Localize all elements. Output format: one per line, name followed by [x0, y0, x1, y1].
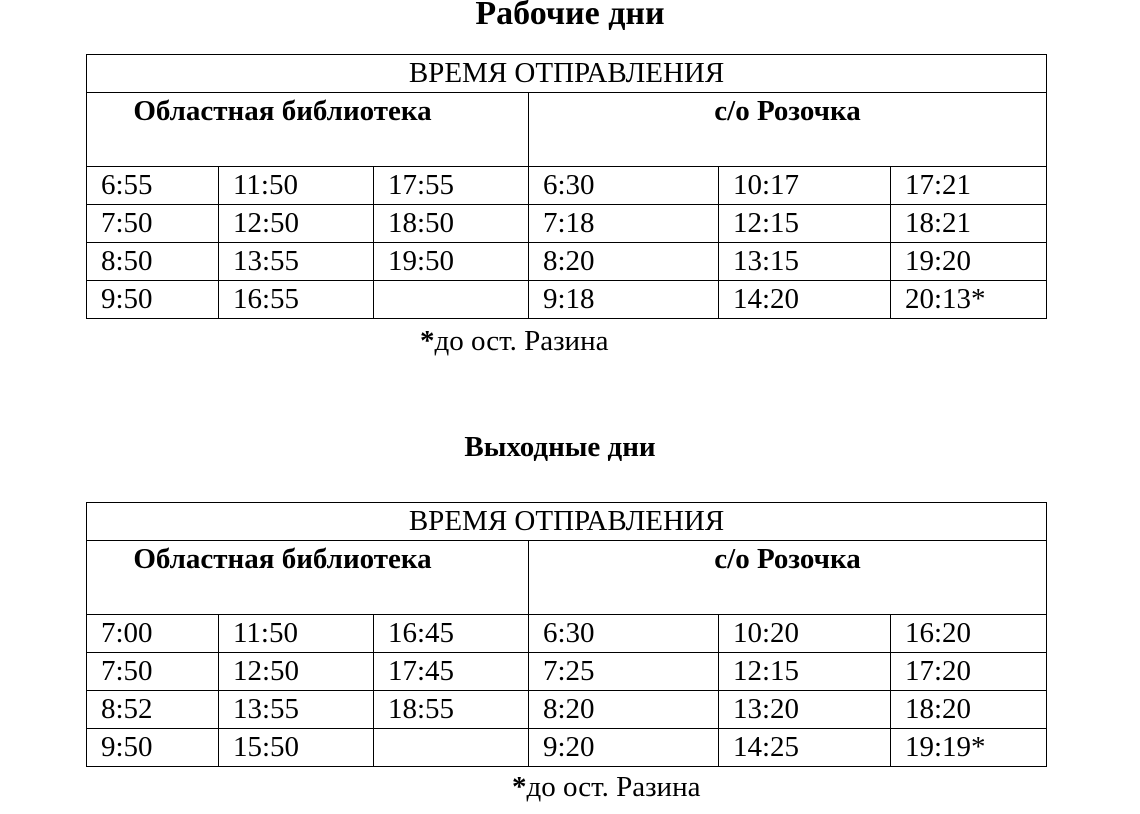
- table-row: [87, 243, 1047, 281]
- time-cell: 7:18: [529, 205, 719, 243]
- time-cell: 16:45: [374, 615, 529, 653]
- time-cell: 12:15: [719, 205, 891, 243]
- time-cell: 8:20: [529, 243, 719, 281]
- table-row: [87, 653, 1047, 691]
- time-cell: 6:55: [87, 167, 219, 205]
- time-cell: 17:45: [374, 653, 529, 691]
- time-cell: 9:50: [87, 729, 219, 767]
- time-cell: 11:50: [219, 167, 374, 205]
- weekdays-footnote: [420, 324, 608, 358]
- time-cell: 8:50: [87, 243, 219, 281]
- time-cell: 12:50: [219, 205, 374, 243]
- time-cell: 8:52: [87, 691, 219, 729]
- time-cell: 7:50: [87, 205, 219, 243]
- time-cell: 12:50: [219, 653, 374, 691]
- table-row: [87, 615, 1047, 653]
- departure-time-header: ВРЕМЯ ОТПРАВЛЕНИЯ: [87, 503, 1047, 541]
- time-cell: 13:15: [719, 243, 891, 281]
- time-cell: 8:20: [529, 691, 719, 729]
- time-cell: 13:55: [219, 691, 374, 729]
- stop-rozochka: с/о Розочка: [529, 93, 1047, 167]
- time-cell: 18:20: [891, 691, 1047, 729]
- time-cell: 6:30: [529, 167, 719, 205]
- footnote-asterisk: *: [420, 325, 435, 357]
- table-row: [87, 167, 1047, 205]
- time-cell: 19:20: [891, 243, 1047, 281]
- time-cell: 13:20: [719, 691, 891, 729]
- time-cell: 7:00: [87, 615, 219, 653]
- time-cell: 20:13*: [891, 281, 1047, 319]
- time-cell: 16:20: [891, 615, 1047, 653]
- time-cell: 16:55: [219, 281, 374, 319]
- time-cell: 9:50: [87, 281, 219, 319]
- time-cell: 6:30: [529, 615, 719, 653]
- footnote-asterisk: *: [512, 771, 527, 803]
- time-cell: 18:21: [891, 205, 1047, 243]
- time-cell: 17:21: [891, 167, 1047, 205]
- departure-time-header: ВРЕМЯ ОТПРАВЛЕНИЯ: [87, 55, 1047, 93]
- weekends-timetable: [86, 502, 1047, 767]
- table-row: [87, 281, 1047, 319]
- table-row: [87, 691, 1047, 729]
- time-cell: 18:50: [374, 205, 529, 243]
- weekdays-timetable: [86, 54, 1047, 319]
- footnote-text: до ост. Разина: [526, 771, 701, 803]
- time-cell: [374, 729, 529, 767]
- time-cell: 17:20: [891, 653, 1047, 691]
- time-cell: 14:20: [719, 281, 891, 319]
- time-cell: 19:19*: [891, 729, 1047, 767]
- time-cell: 9:20: [529, 729, 719, 767]
- stop-rozochka: с/о Розочка: [529, 541, 1047, 615]
- time-cell: 10:20: [719, 615, 891, 653]
- stop-oblastnaya-biblioteka: Областная библиотека: [87, 541, 529, 615]
- weekends-title: Выходные дни: [464, 431, 656, 463]
- time-cell: 12:15: [719, 653, 891, 691]
- table-row: [87, 205, 1047, 243]
- stop-oblastnaya-biblioteka: Областная библиотека: [87, 93, 529, 167]
- footnote-text: до ост. Разина: [434, 325, 609, 357]
- time-cell: 19:50: [374, 243, 529, 281]
- time-cell: 11:50: [219, 615, 374, 653]
- time-cell: 9:18: [529, 281, 719, 319]
- time-cell: 18:55: [374, 691, 529, 729]
- weekends-footnote: [512, 770, 700, 804]
- weekdays-title: Рабочие дни: [475, 0, 665, 32]
- time-cell: 13:55: [219, 243, 374, 281]
- time-cell: 10:17: [719, 167, 891, 205]
- time-cell: [374, 281, 529, 319]
- time-cell: 7:50: [87, 653, 219, 691]
- time-cell: 17:55: [374, 167, 529, 205]
- time-cell: 7:25: [529, 653, 719, 691]
- time-cell: 15:50: [219, 729, 374, 767]
- table-row: [87, 729, 1047, 767]
- time-cell: 14:25: [719, 729, 891, 767]
